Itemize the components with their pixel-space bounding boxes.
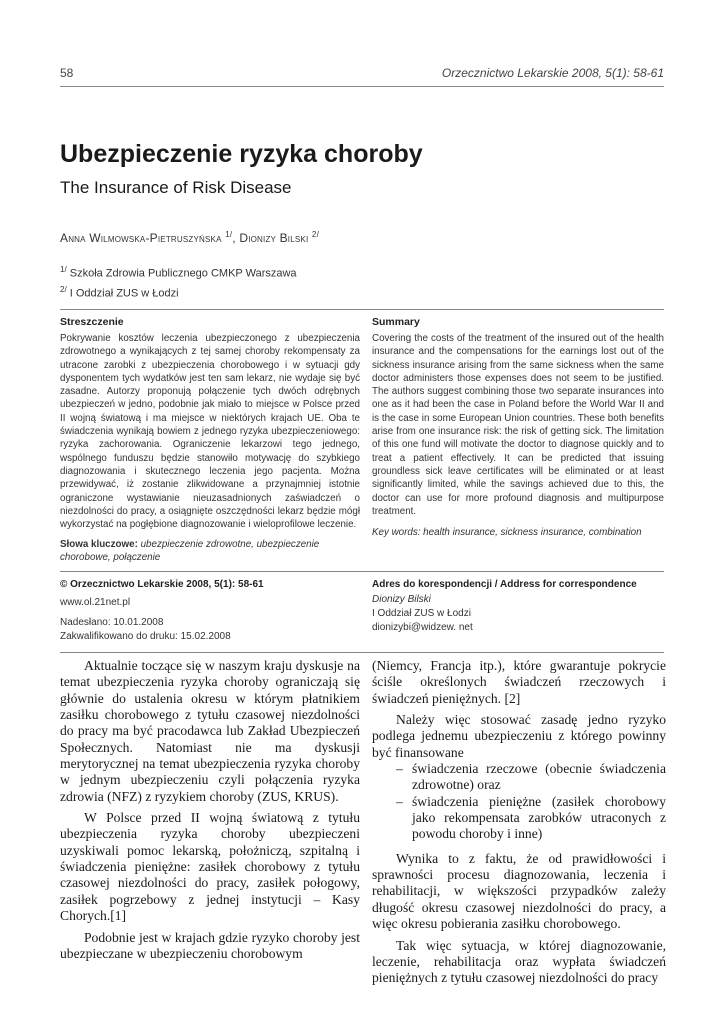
- body-paragraph: Tak więc sytuacja, w której diagnozowanie, leczenie, rehabilitacja oraz wypłata świadczeń pieniężnych z tytułu czasowej niezdolności do pracy: [372, 937, 666, 986]
- streszczenie-text: Pokrywanie kosztów leczenia ubezpieczonego z ubezpieczenia zdrowotnego a wynikających z tej samej choroby rekompensaty za utracone zarobki z ubezpieczenia chorobowego i w sytuacji gdy dysponentem tych wydatków jest ten sam lekarz, nie wydaje się być zasadne. Autorzy proponują połączenie tych dwóch odrębnych ubezpieczeń w jedno, podobnie jak miało to miejsce w Polsce przed II wojną światową i ma miejsce w niektórych krajach UE. Oba te świadczenia wynikają bowiem z jednego ryzyka ubezpieczeniowego: ryzyka zachorowania. Ograniczenie lekarzowi tego jednego, wspólnego funduszu będzie stanowiło motywację do szybkiego diagnozowania i skutecznego leczenia jego pacjenta. Można przewidywać, iż zostanie zlikwidowane a przynajmniej istotnie ograniczone wystawianie nieuzasadnionych zaświadczeń o niezdolności do pracy, a osiągnięte oszczędności lekarz będzie mógł wykorzystać na pogłębione diagnozowanie i wieloprofilowe leczenie.: [60, 333, 360, 531]
- correspondence-org: I Oddział ZUS w Łodzi: [372, 608, 471, 619]
- body-paragraph: Wynika to z faktu, że od prawidłowości i sprawności procesu diagnozowania, leczenia i rehabilitacji, w większości przypadków zależy długość okresu czasowej niezdolności do pracy, a więc okresu pobierania zasiłku chorobowego.: [372, 850, 666, 932]
- meta-divider: [60, 571, 664, 572]
- page-number: 58: [60, 66, 74, 80]
- abstract-divider: [60, 309, 664, 310]
- body-left-column: [60, 658, 360, 962]
- correspondence-email[interactable]: dionizybi@widzew. net: [372, 622, 473, 633]
- keywords-en: Key words: health insurance, sickness insurance, combination: [372, 527, 642, 539]
- list-dash: –: [396, 793, 403, 809]
- body-paragraph: (Niemcy, Francja itp.), które gwarantuje pokrycie ściśle określonych świadczeń rzeczowych i świadczeń pieniężnych. [2]: [372, 658, 666, 706]
- author-2-name: Dionizy Bilski: [239, 231, 309, 245]
- list-item-text: świadczenia pieniężne (zasiłek chorobowy jako rekompensata zarobków utraconych z powodu choroby i inne): [412, 793, 666, 842]
- affiliation-1-text: Szkoła Zdrowia Publicznego CMKP Warszawa: [69, 267, 297, 280]
- summary-text: Covering the costs of the treatment of the insured out of the health insurance and the compensations for the earnings lost out of the sickness insurance arising from the same sickness when the same doctor administers those expenses does not seem to be justified. The authors suggest combining those two separate insurances into one as it had been the case in Poland before the World War II and is the case in some European Union countries. These both benefits arise from one insurance risk: the risk of getting sick. The limitation of this one fund will motivate the doctor to diagnose quickly and to treat a patient effectively. It can be predicted that issuing groundless sick leave certificates will be eliminated or at least significantly limited, while the savings achieved due to this, the doctor can use for more profound diagnosis and multipurpose treatment.: [372, 333, 664, 517]
- header-divider: [60, 86, 664, 87]
- list-item-text: świadczenia rzeczowe (obecnie świadczenia zdrowotne) oraz: [412, 761, 666, 793]
- summary-block: [372, 316, 664, 539]
- author-list: [60, 230, 319, 245]
- body-paragraph: Podobnie jest w krajach gdzie ryzyko choroby jest ubezpieczane w ubezpieczeniu chorobowym: [60, 929, 360, 961]
- affiliation-2-sup: 2/: [60, 284, 67, 294]
- accepted-date: Zakwalifikowano do druku: 15.02.2008: [60, 631, 231, 642]
- keywords-pl: ubezpieczenie zdrowotne, ubezpieczenie chorobowe, połączenie: [60, 539, 320, 564]
- affiliation-1: [60, 262, 297, 282]
- author-1-affil: 1/: [225, 230, 233, 239]
- author-separator: ,: [232, 231, 240, 245]
- meta-block: [60, 579, 360, 644]
- correspondence-name: Dionizy Bilski: [372, 594, 431, 605]
- streszczenie-heading: Streszczenie: [60, 316, 124, 328]
- received-date: Nadesłano: 10.01.2008: [60, 617, 164, 628]
- affiliation-1-sup: 1/: [60, 265, 67, 274]
- affiliation-2-text: I Oddział ZUS w Łodzi: [69, 287, 179, 300]
- correspondence-block: [372, 579, 664, 635]
- author-1-name: Anna Wilmowska-Pietruszyńska: [60, 231, 222, 245]
- body-right-column: [372, 658, 666, 987]
- affiliations: [60, 262, 297, 301]
- body-divider: [60, 652, 664, 653]
- benefit-list: [372, 761, 666, 843]
- summary-heading: Summary: [372, 316, 420, 328]
- author-2-affil: 2/: [311, 230, 319, 239]
- body-paragraph: W Polsce przed II wojną światową z tytułu ubezpieczenia ryzyka choroby ubezpieczeni uzyskiwali pomoc lekarską, położniczą, szpitalną i świadczenia pieniężne: zasiłek chorobowy z tytułu czasowej niezdolności do pracy, zasiłek połogowy, zasiłek pogrzebowy z jednej instytucji – Kasy Chorych.[1]: [60, 810, 360, 924]
- article-subtitle: The Insurance of Risk Disease: [60, 178, 292, 197]
- slowa-kluczowe: [60, 538, 360, 564]
- streszczenie-block: [60, 316, 360, 564]
- list-item: [388, 794, 666, 843]
- list-item: [388, 761, 666, 794]
- article-title: Ubezpieczenie ryzyka choroby: [60, 140, 423, 168]
- body-paragraph: Aktualnie toczące się w naszym kraju dyskusje na temat ubezpieczenia ryzyka choroby ograniczają się głównie do ustalenia okresu w którym płatnikiem zasiłku chorobowego z tytułu czasowej niezdolności do pracy ma być pracodawca lub Zakład Ubezpieczeń Społecznych. Natomiast nie ma dyskusji merytorycznej na temat ubezpieczenia ryzyka choroby w jednym ubezpieczeniu czyli połączenia ryzyka zdrowia (NFZ) z ryzykiem choroby (ZUS, KRUS).: [60, 658, 360, 804]
- body-paragraph: Należy więc stosować zasadę jedno ryzyko podlega jednemu ubezpieczeniu z którego powinny być finansowane: [372, 712, 666, 760]
- correspondence-heading: Adres do korespondencji / Address for correspondence: [372, 579, 637, 590]
- journal-citation: Orzecznictwo Lekarskie 2008, 5(1): 58-61: [441, 66, 664, 80]
- keywords-label-pl: Słowa kluczowe:: [60, 539, 138, 551]
- affiliation-2: [60, 282, 297, 302]
- website-link[interactable]: www.ol.21net.pl: [60, 597, 131, 608]
- list-dash: –: [396, 761, 403, 777]
- copyright-line: © Orzecznictwo Lekarskie 2008, 5(1): 58-61: [60, 579, 264, 590]
